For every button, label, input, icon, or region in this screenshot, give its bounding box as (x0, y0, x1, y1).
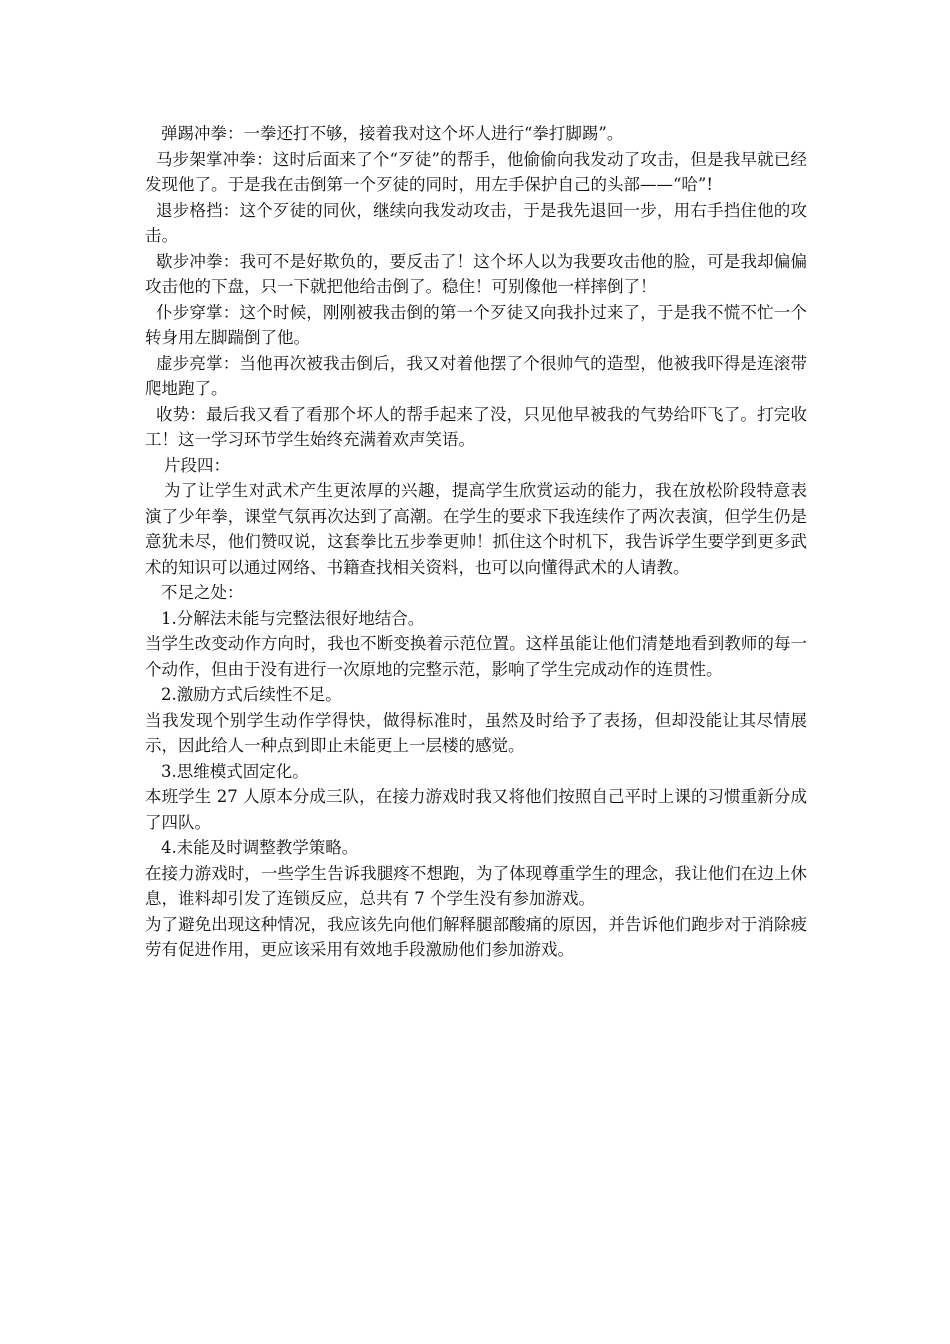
shortcoming-item-3-title: 3.思维模式固定化。 (161, 761, 309, 781)
shortcoming-item-3-body: 本班学生 27 人原本分成三队，在接力游戏时我又将他们按照自己平时上课的习惯重新分成了四队。 (145, 787, 807, 832)
paragraph-xie-bu-chong-quan: 歇步冲拳：我可不是好欺负的，要反击了！这个坏人以为我要攻击他的脸，可是我却偏偏攻击他的下盘，只一下就把他给击倒了。稳住！可别像他一样摔倒了！ (145, 251, 807, 296)
shortcoming-item-2-title: 2.激励方式后续性不足。 (161, 685, 342, 704)
section-heading-fragment-four: 片段四： (164, 455, 230, 475)
paragraph-pu-bu-chuan-zhang: 仆步穿掌：这个时候，刚刚被我击倒的第一个歹徒又向我扑过来了，于是我不慌不忙一个转身用左脚踹倒了他。 (145, 302, 807, 347)
shortcoming-item-4-body: 在接力游戏时，一些学生告诉我腿疼不想跑，为了体现尊重学生的理念，我让他们在边上休息，谁料却引发了连锁反应，总共有 7 个学生没有参加游戏。 (145, 863, 807, 908)
document-body (145, 121, 807, 963)
paragraph-tui-bu-ge-dang: 退步格挡：这个歹徒的同伙，继续向我发动攻击，于是我先退回一步，用右手挡住他的攻击。 (145, 200, 807, 245)
shortcoming-item-4-remedy: 为了避免出现这种情况，我应该先向他们解释腿部酸痛的原因，并告诉他们跑步对于消除疲劳有促进作用，更应该采用有效地手段激励他们参加游戏。 (145, 914, 807, 959)
paragraph-ma-bu-jia-zhang: 马步架掌冲拳：这时后面来了个“歹徒”的帮手，他偷偷向我发动了攻击，但是我早就已经发现他了。于是我在击倒第一个歹徒的同时，用左手保护自己的头部——“哈”! (145, 149, 807, 194)
paragraph-shou-shi: 收势：最后我又看了看那个坏人的帮手起来了没，只见他早被我的气势给吓飞了。打完收工！这一学习环节学生始终充满着欢声笑语。 (145, 404, 807, 449)
shortcoming-item-4-title: 4.未能及时调整教学策略。 (161, 838, 359, 857)
paragraph-tan-ti-chong-quan: 弹踢冲拳：一拳还打不够，接着我对这个坏人进行“拳打脚踢”。 (161, 124, 624, 143)
shortcoming-item-1-title: 1.分解法未能与完整法很好地结合。 (161, 608, 425, 628)
shortcoming-item-1-body: 当学生改变动作方向时，我也不断变换着示范位置。这样虽能让他们清楚地看到教师的每一个动作，但由于没有进行一次原地的完整示范，影响了学生完成动作的连贯性。 (145, 634, 807, 679)
paragraph-xu-bu-liang-zhang: 虚步亮掌：当他再次被我击倒后，我又对着他摆了个很帅气的造型，他被我吓得是连滚带爬地跑了。 (145, 353, 807, 398)
paragraph-fragment-four-body: 为了让学生对武术产生更浓厚的兴趣，提高学生欣赏运动的能力，我在放松阶段特意表演了少年拳，课堂气氛再次达到了高潮。在学生的要求下我连续作了两次表演，但学生仍是意犹未尽，他们赞叹说，这套拳比五步拳更帅！抓住这个时机下，我告诉学生要学到更多武术的知识可以通过网络、书籍查找相关资料，也可以向懂得武术的人请教。 (145, 481, 807, 577)
section-heading-shortcomings: 不足之处： (161, 583, 244, 602)
shortcoming-item-2-body: 当我发现个别学生动作学得快，做得标准时，虽然及时给予了表扬，但却没能让其尽情展示，因此给人一种点到即止未能更上一层楼的感觉。 (145, 710, 807, 755)
